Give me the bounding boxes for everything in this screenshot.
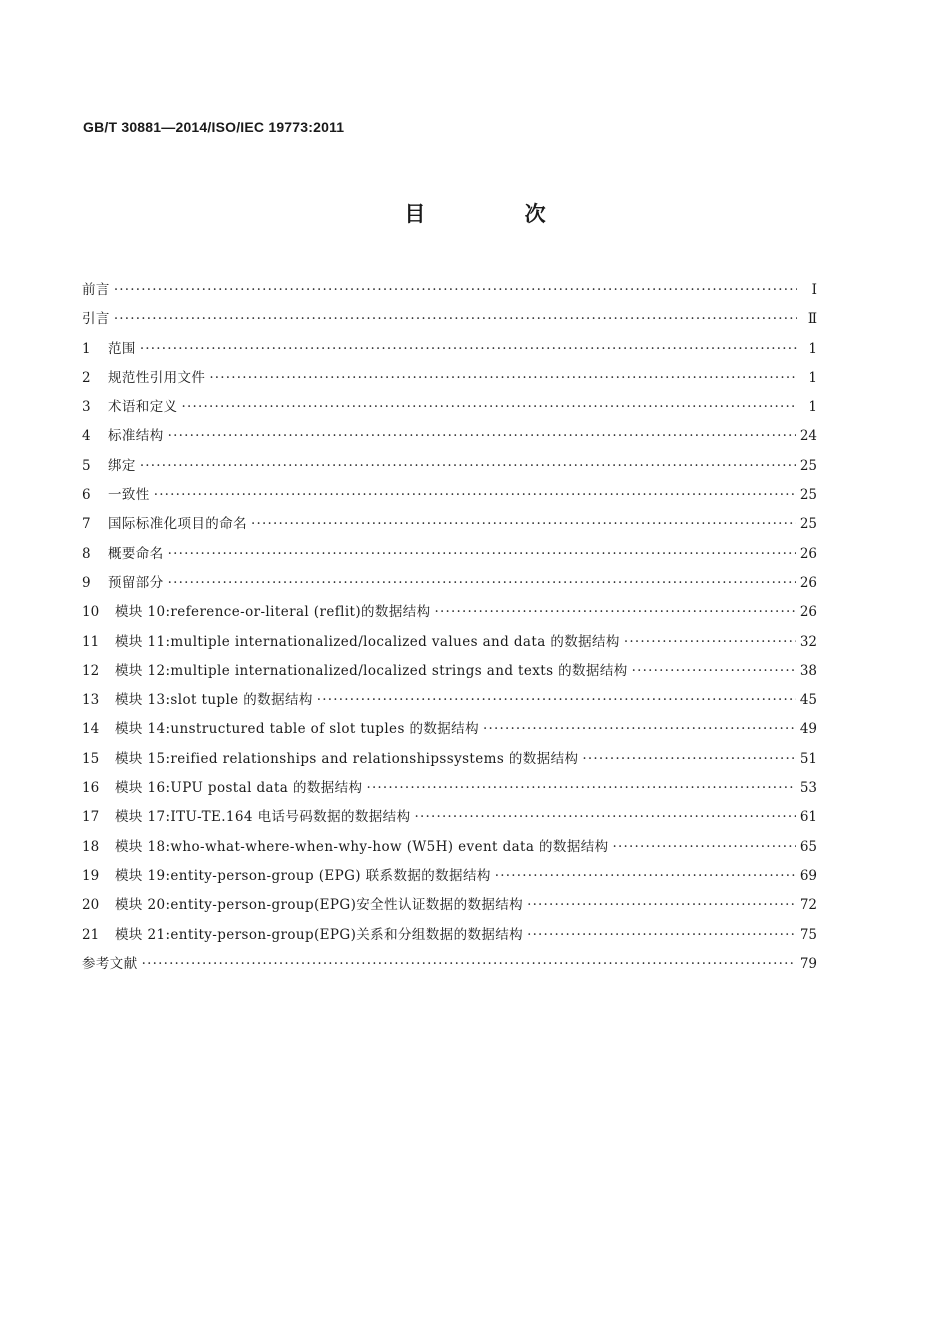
standard-code: GB/T 30881—2014/ISO/IEC 19773:2011 xyxy=(83,119,345,135)
toc-entry-page: 61 xyxy=(799,809,817,826)
toc-entry-number: 5 xyxy=(82,457,91,474)
toc-entry-label: 术语和定义 xyxy=(108,399,178,416)
toc-entry-label: 一致性 xyxy=(108,487,150,504)
toc-entry-number: 2 xyxy=(82,369,91,386)
toc-entry-7[interactable] xyxy=(82,510,817,539)
toc-entry-number: 21 xyxy=(82,926,100,943)
toc-entry-foreword[interactable] xyxy=(82,276,817,305)
toc-entry-20[interactable] xyxy=(82,891,817,920)
toc-entry-number: 16 xyxy=(82,780,100,797)
toc-entry-page: 26 xyxy=(799,604,817,621)
toc-entry-number: 11 xyxy=(82,633,100,650)
toc-dot-leader xyxy=(168,569,796,598)
toc-entry-12[interactable] xyxy=(82,657,817,686)
toc-entry-label: 国际标准化项目的命名 xyxy=(108,516,247,533)
toc-entry-label: 模块 17:ITU-TE.164 电话号码数据的数据结构 xyxy=(115,809,411,826)
toc-entry-number: 10 xyxy=(82,604,100,621)
toc-dot-leader xyxy=(140,452,796,481)
toc-entry-label: 概要命名 xyxy=(108,545,164,562)
toc-entry-page: 1 xyxy=(808,340,817,357)
toc-entry-label: 模块 10:reference-or-literal (reflit)的数据结构 xyxy=(115,604,431,621)
toc-entry-label: 模块 20:entity-person-group(EPG)安全性认证数据的数据结构 xyxy=(115,897,524,914)
toc-entry-number: 9 xyxy=(82,574,91,591)
toc-entry-label: 标准结构 xyxy=(108,428,164,445)
toc-entry-label: 前言 xyxy=(82,282,110,298)
toc-entry-number: 3 xyxy=(82,399,91,416)
toc-entry-page: 53 xyxy=(799,780,817,797)
toc-dot-leader xyxy=(483,715,796,744)
toc-entry-label: 预留部分 xyxy=(108,574,164,591)
toc-entry-number: 7 xyxy=(82,516,91,533)
toc-entry-page: 79 xyxy=(799,955,817,972)
toc-entry-2[interactable] xyxy=(82,364,817,393)
toc-entry-5[interactable] xyxy=(82,452,817,481)
toc-dot-leader xyxy=(251,510,796,539)
toc-entry-page: 49 xyxy=(799,721,817,738)
toc-entry-page: 26 xyxy=(799,545,817,562)
toc-entry-number: 4 xyxy=(82,428,91,445)
toc-entry-16[interactable] xyxy=(82,774,817,803)
toc-dot-leader xyxy=(154,481,796,510)
table-of-contents xyxy=(82,276,817,979)
toc-entry-label: 规范性引用文件 xyxy=(108,369,206,386)
toc-dot-leader xyxy=(140,335,797,364)
toc-entry-15[interactable] xyxy=(82,745,817,774)
toc-entry-page: 51 xyxy=(799,750,817,767)
toc-entry-label: 范围 xyxy=(108,340,136,357)
toc-entry-page: 25 xyxy=(799,487,817,504)
toc-entry-page: 75 xyxy=(799,926,817,943)
toc-entry-page: 38 xyxy=(799,662,817,679)
toc-dot-leader xyxy=(209,364,797,393)
toc-entry-number: 13 xyxy=(82,692,100,709)
toc-entry-3[interactable] xyxy=(82,393,817,422)
toc-entry-label: 模块 11:multiple internationalized/localized values and data 的数据结构 xyxy=(115,633,620,650)
toc-entry-label: 模块 19:entity-person-group (EPG) 联系数据的数据结构 xyxy=(115,867,491,884)
toc-entry-9[interactable] xyxy=(82,569,817,598)
toc-dot-leader xyxy=(527,921,796,950)
toc-entry-page: 72 xyxy=(799,897,817,914)
toc-entry-number: 15 xyxy=(82,750,100,767)
toc-dot-leader xyxy=(624,628,796,657)
toc-entry-label: 模块 14:unstructured table of slot tuples 的数据结构 xyxy=(115,721,479,738)
toc-dot-leader xyxy=(414,803,795,832)
toc-dot-leader xyxy=(168,422,796,451)
toc-entry-page: 32 xyxy=(799,633,817,650)
toc-entry-label: 模块 13:slot tuple 的数据结构 xyxy=(115,692,313,709)
toc-entry-number: 8 xyxy=(82,545,91,562)
toc-entry-page: 69 xyxy=(799,867,817,884)
toc-entry-13[interactable] xyxy=(82,686,817,715)
toc-entry-page: 24 xyxy=(799,428,817,445)
toc-dot-leader xyxy=(317,686,796,715)
toc-entry-page: 65 xyxy=(799,838,817,855)
toc-dot-leader xyxy=(114,305,797,334)
toc-dot-leader xyxy=(582,745,795,774)
toc-dot-leader xyxy=(632,657,796,686)
toc-entry-label: 模块 15:reified relationships and relationshipssystems 的数据结构 xyxy=(115,750,579,767)
toc-dot-leader xyxy=(142,950,796,979)
toc-entry-bibliography[interactable] xyxy=(82,950,817,979)
toc-dot-leader xyxy=(527,891,796,920)
toc-entry-page: Ⅱ xyxy=(807,311,817,328)
toc-entry-page: 45 xyxy=(799,692,817,709)
toc-entry-page: 1 xyxy=(808,369,817,386)
toc-entry-8[interactable] xyxy=(82,540,817,569)
toc-entry-page: 25 xyxy=(799,516,817,533)
toc-dot-leader xyxy=(495,862,796,891)
toc-entry-11[interactable] xyxy=(82,628,817,657)
toc-entry-label: 模块 16:UPU postal data 的数据结构 xyxy=(115,780,363,797)
toc-entry-1[interactable] xyxy=(82,335,817,364)
toc-entry-6[interactable] xyxy=(82,481,817,510)
toc-entry-number: 20 xyxy=(82,897,100,914)
toc-entry-label: 模块 21:entity-person-group(EPG)关系和分组数据的数据结构 xyxy=(115,926,524,943)
toc-entry-page: 26 xyxy=(799,574,817,591)
toc-entry-19[interactable] xyxy=(82,862,817,891)
toc-entry-18[interactable] xyxy=(82,833,817,862)
toc-dot-leader xyxy=(182,393,798,422)
toc-entry-page: 25 xyxy=(799,457,817,474)
toc-entry-number: 19 xyxy=(82,867,100,884)
toc-entry-number: 18 xyxy=(82,838,100,855)
toc-entry-introduction[interactable] xyxy=(82,305,817,334)
toc-entry-page: Ⅰ xyxy=(811,282,817,298)
toc-entry-number: 12 xyxy=(82,662,100,679)
toc-entry-14[interactable] xyxy=(82,715,817,744)
toc-dot-leader xyxy=(435,598,796,627)
toc-entry-label: 模块 12:multiple internationalized/localized strings and texts 的数据结构 xyxy=(115,662,628,679)
toc-entry-17[interactable] xyxy=(82,803,817,832)
toc-entry-label: 绑定 xyxy=(108,457,136,474)
toc-entry-4[interactable] xyxy=(82,422,817,451)
toc-entry-page: 1 xyxy=(808,399,817,416)
toc-entry-number: 6 xyxy=(82,487,91,504)
toc-dot-leader xyxy=(114,276,797,305)
toc-entry-number: 17 xyxy=(82,809,100,826)
toc-dot-leader xyxy=(613,833,796,862)
toc-entry-label: 引言 xyxy=(82,311,110,328)
toc-entry-21[interactable] xyxy=(82,921,817,950)
page-title: 目 次 xyxy=(404,202,592,226)
toc-entry-10[interactable] xyxy=(82,598,817,627)
toc-dot-leader xyxy=(366,774,795,803)
toc-entry-number: 1 xyxy=(82,340,91,357)
toc-entry-number: 14 xyxy=(82,721,100,738)
toc-entry-label: 参考文献 xyxy=(82,955,138,972)
toc-dot-leader xyxy=(168,540,796,569)
toc-entry-label: 模块 18:who-what-where-when-why-how (W5H) event data 的数据结构 xyxy=(115,838,609,855)
